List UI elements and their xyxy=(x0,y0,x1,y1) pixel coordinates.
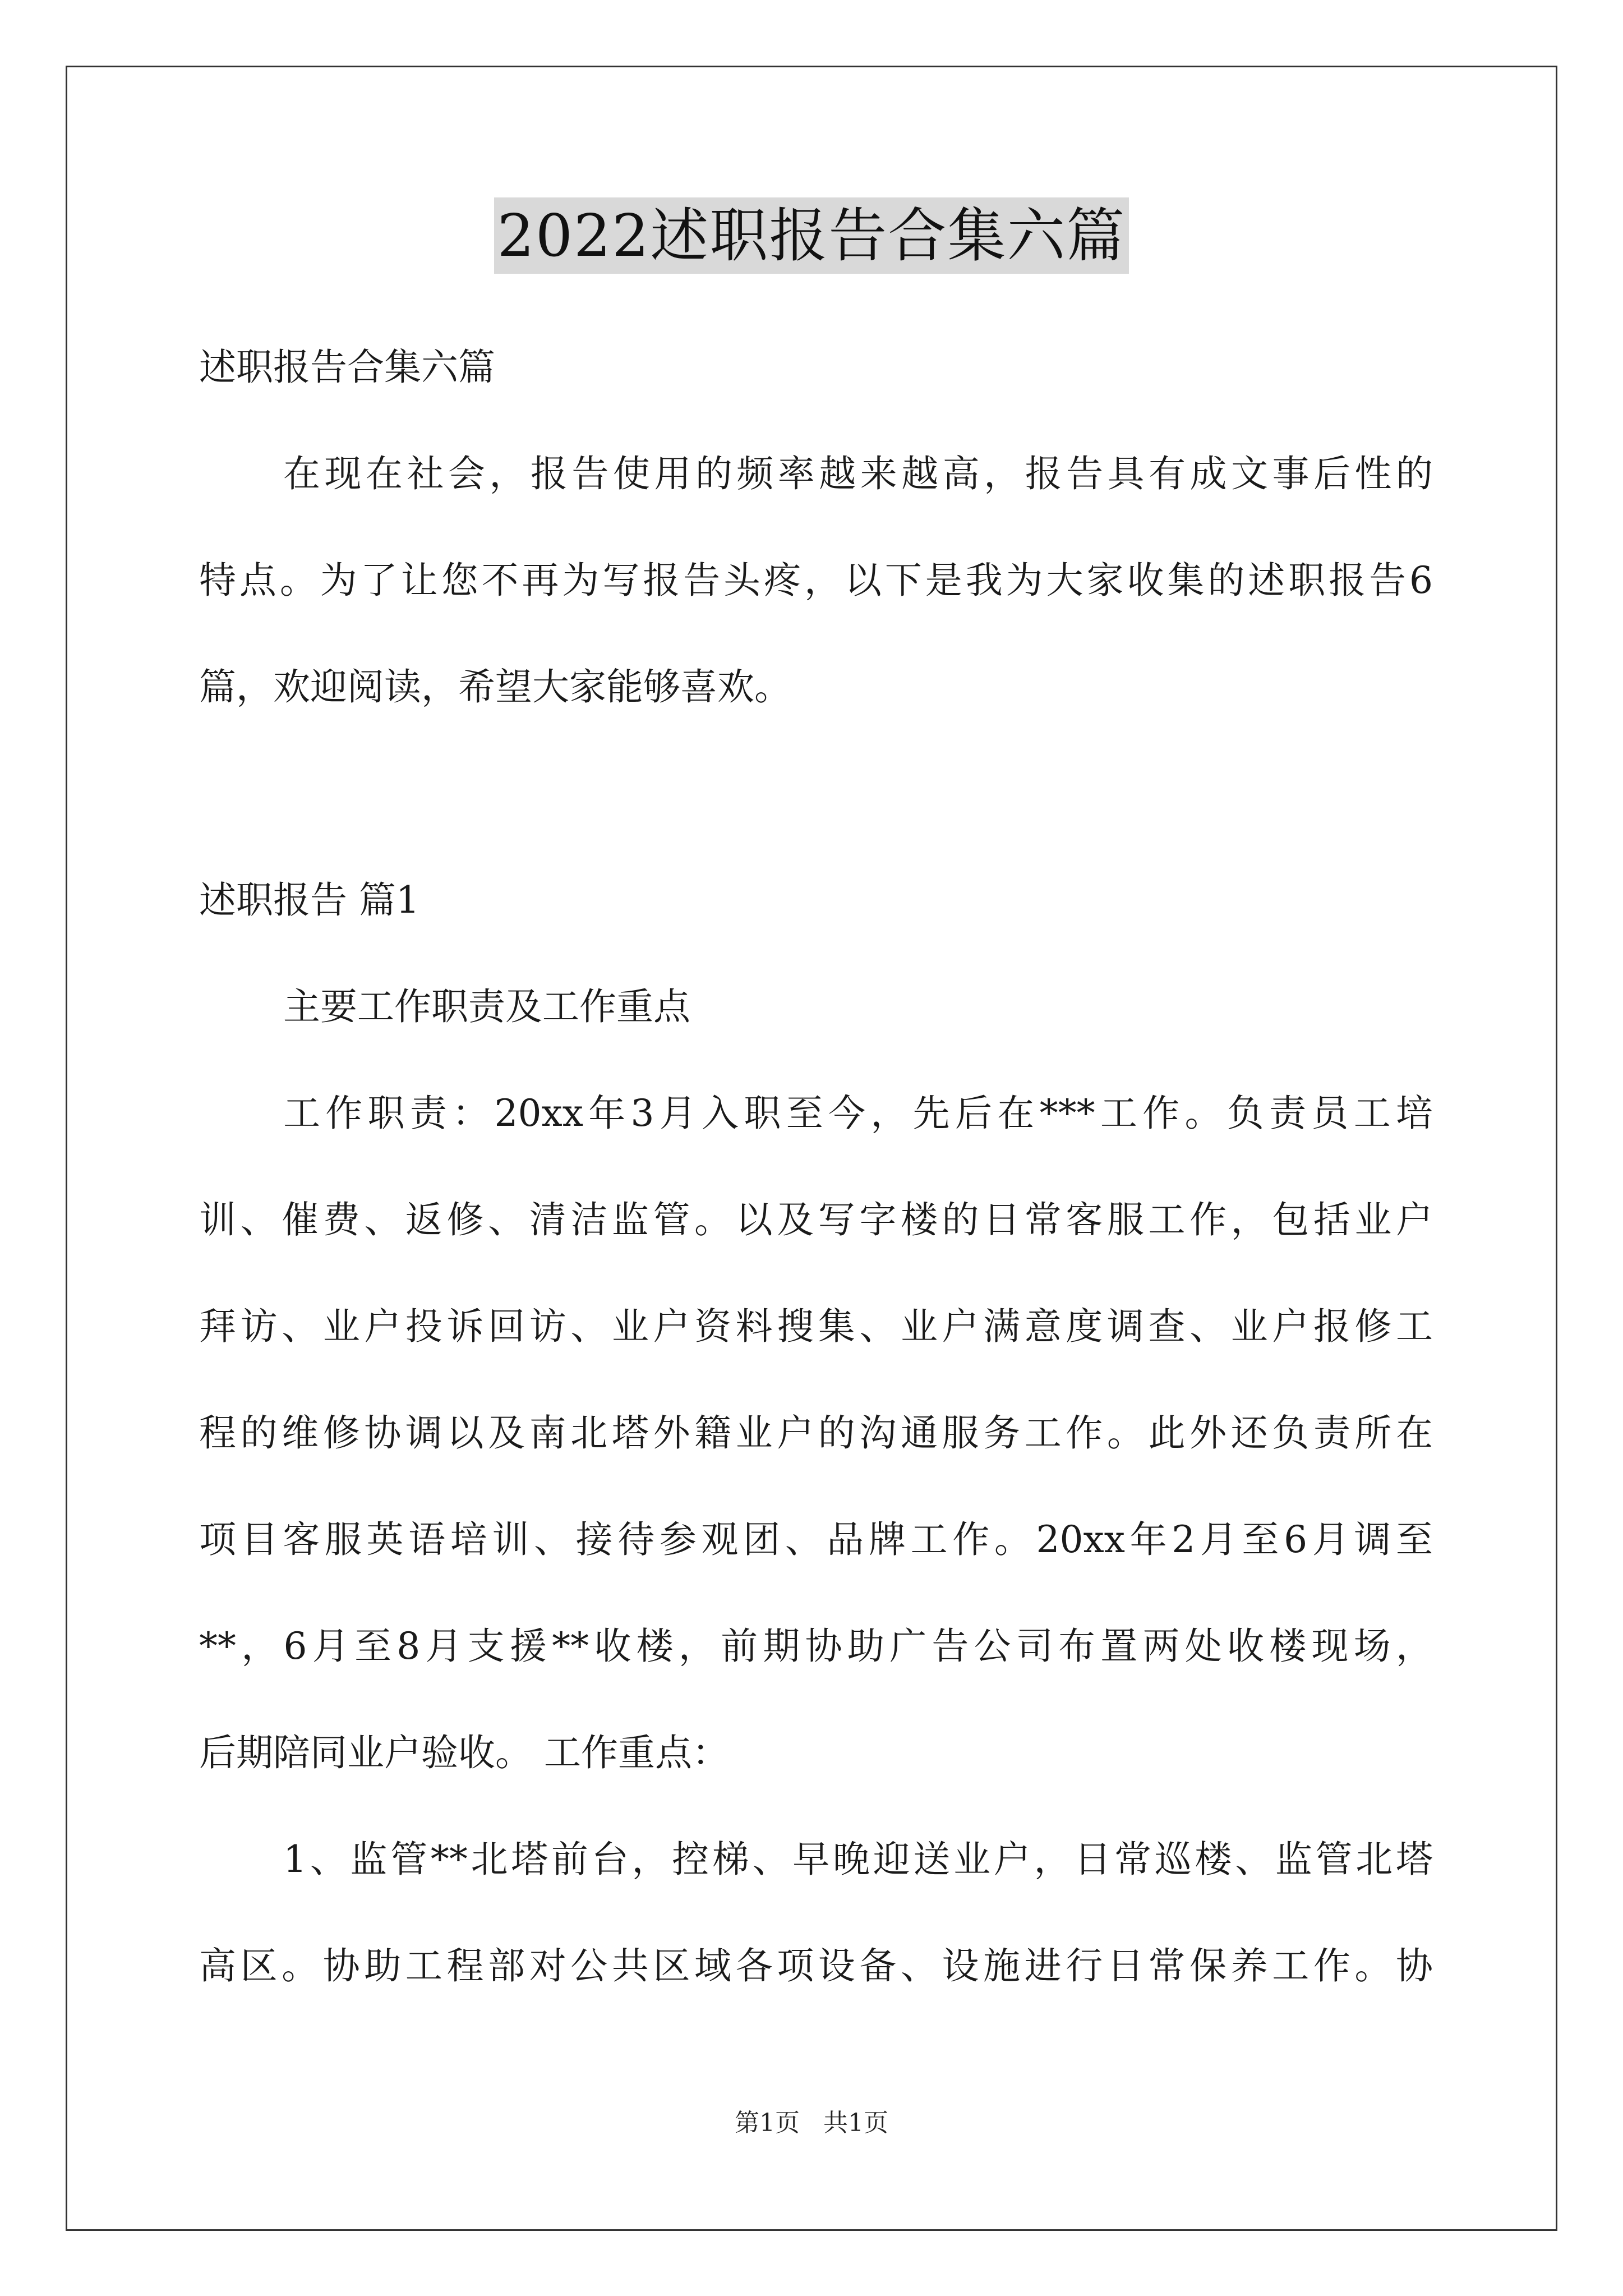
intro-line: 特点。为了让您不再为写报告头疼，以下是我为大家收集的述职报告6 xyxy=(199,559,1433,602)
intro-line: 篇，欢迎阅读，希望大家能够喜欢。 xyxy=(199,665,791,708)
body-line: **，6月至8月支援**收楼，前期协助广告公司布置两处收楼现场， xyxy=(199,1625,1433,1668)
page-number: 第1页 xyxy=(735,2109,800,2137)
title-container xyxy=(0,197,1623,274)
body-line: 训、催费、返修、清洁监管。以及写字楼的日常客服工作，包括业户 xyxy=(199,1198,1433,1241)
document-title: 2022述职报告合集六篇 xyxy=(494,197,1129,274)
body-line: 工作职责：20xx年3月入职至今，先后在***工作。负责员工培 xyxy=(283,1092,1433,1135)
body-line: 项目客服英语培训、接待参观团、品牌工作。20xx年2月至6月调至 xyxy=(199,1518,1433,1561)
section-heading: 述职报告 篇1 xyxy=(199,878,419,922)
spacer xyxy=(199,740,1433,847)
body-line: 后期陪同业户验收。 工作重点： xyxy=(199,1731,729,1774)
intro-line: 在现在社会，报告使用的频率越来越高，报告具有成文事后性的 xyxy=(283,452,1433,495)
heading: 述职报告合集六篇 xyxy=(199,346,495,389)
subheading: 主要工作职责及工作重点 xyxy=(283,985,690,1028)
body-line: 程的维修协调以及南北塔外籍业户的沟通服务工作。此外还负责所在 xyxy=(199,1411,1433,1455)
list-item-line: 高区。协助工程部对公共区域各项设备、设施进行日常保养工作。协 xyxy=(199,1944,1433,1987)
page-footer xyxy=(0,2106,1623,2140)
list-item-line: 1、监管**北塔前台，控梯、早晚迎送业户，日常巡楼、监管北塔 xyxy=(283,1838,1433,1881)
document-body xyxy=(199,314,1433,2019)
page-total: 共1页 xyxy=(823,2109,888,2137)
body-line: 拜访、业户投诉回访、业户资料搜集、业户满意度调查、业户报修工 xyxy=(199,1305,1433,1348)
